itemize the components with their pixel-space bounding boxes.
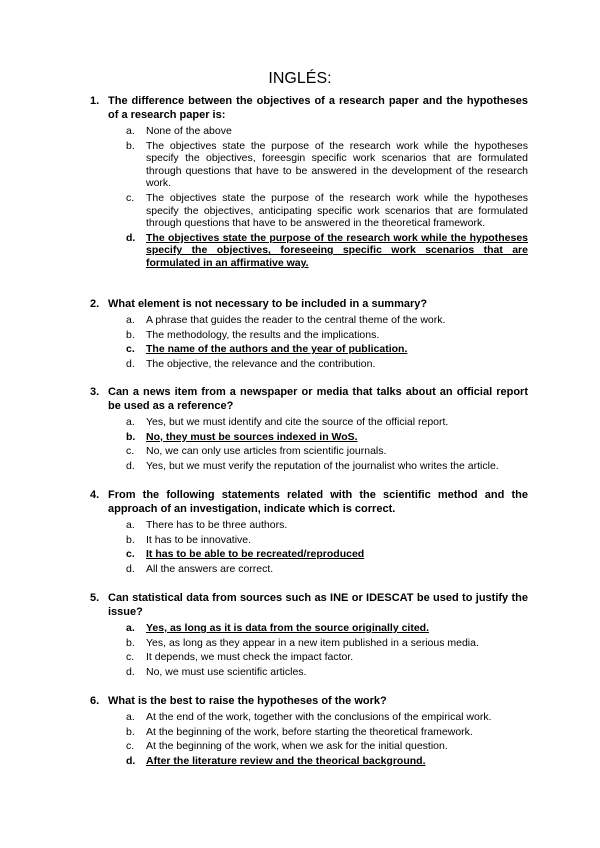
option-c: c. It depends, we must check the impact factor. — [126, 651, 354, 664]
question-2 — [90, 297, 528, 372]
question-number: 5. — [90, 592, 100, 604]
question-text: What is the best to raise the hypotheses of the work? — [108, 695, 387, 707]
option-a: a. Yes, but we must identify and cite the source of the official report. — [126, 416, 449, 428]
option-b: b. Yes, as long as they appear in a new item published in a serious media. — [126, 636, 479, 649]
option-b-correct: b. No, they must be sources indexed in WoS. — [126, 430, 358, 443]
question-number: 4. — [90, 489, 100, 501]
option-b: b. At the beginning of the work, before starting the theoretical framework. — [126, 725, 473, 738]
option-b: b. It has to be innovative. — [126, 533, 252, 546]
option-c: c. No, we can only use articles from scientific journals. — [126, 445, 387, 458]
question-number: 2. — [90, 298, 100, 310]
option-c: c. The objectives state the purpose of the research work while the hypotheses specify the objectives, anticipating specific work scenarios that are formulated through questions that have to be answered in the theoretical framework. — [126, 191, 528, 230]
question-text: The difference between the objectives of a research paper and the hypotheses of a research paper is: — [108, 95, 528, 121]
question-number: 3. — [90, 386, 100, 398]
question-number: 1. — [90, 95, 100, 107]
option-a: a. A phrase that guides the reader to the central theme of the work. — [126, 314, 446, 326]
option-d: d. Yes, but we must verify the reputation of the journalist who writes the article. — [126, 459, 499, 472]
option-d-correct: d. After the literature review and the theorical background. — [126, 754, 426, 767]
option-a: a. There has to be three authors. — [126, 519, 288, 531]
option-c-correct: c. It has to be able to be recreated/reproduced — [126, 548, 365, 561]
question-text: Can a news item from a newspaper or media that talks about an official report be used as a reference? — [108, 386, 528, 412]
question-text: From the following statements related with the scientific method and the approach of an investigation, indicate which is correct. — [108, 489, 528, 515]
option-d: d. The objective, the relevance and the contribution. — [126, 357, 376, 370]
option-c: c. At the beginning of the work, when we ask for the initial question. — [126, 740, 448, 753]
option-b: b. The objectives state the purpose of the research work while the hypotheses specify the objectives, foreesgin specific work scenarios that are formulated through questions that have to be answered in the development of the research work. — [126, 139, 528, 190]
question-1 — [90, 94, 528, 272]
option-d: d. No, we must use scientific articles. — [126, 665, 307, 678]
question-5 — [90, 591, 528, 680]
option-a: a. None of the above — [126, 125, 232, 137]
option-b: b. The methodology, the results and the implications. — [126, 328, 380, 341]
question-text: Can statistical data from sources such as INE or IDESCAT be used to justify the issue? — [108, 592, 528, 618]
option-a-correct: a. Yes, as long as it is data from the source originally cited. — [126, 622, 430, 634]
question-4 — [90, 488, 528, 577]
option-d-correct: d. The objectives state the purpose of the research work while the hypotheses specify the objectives, foreseeing specific work scenarios that are formulated in an affirmative way. — [126, 231, 528, 269]
option-a: a. At the end of the work, together with the conclusions of the empirical work. — [126, 711, 492, 723]
question-6 — [90, 694, 528, 769]
option-c-correct: c. The name of the authors and the year of publication. — [126, 343, 408, 356]
question-text: What element is not necessary to be included in a summary? — [108, 298, 428, 310]
option-d: d. All the answers are correct. — [126, 562, 274, 575]
question-3 — [90, 385, 528, 474]
page-title: INGLÉS: — [268, 70, 332, 87]
question-number: 6. — [90, 695, 100, 707]
